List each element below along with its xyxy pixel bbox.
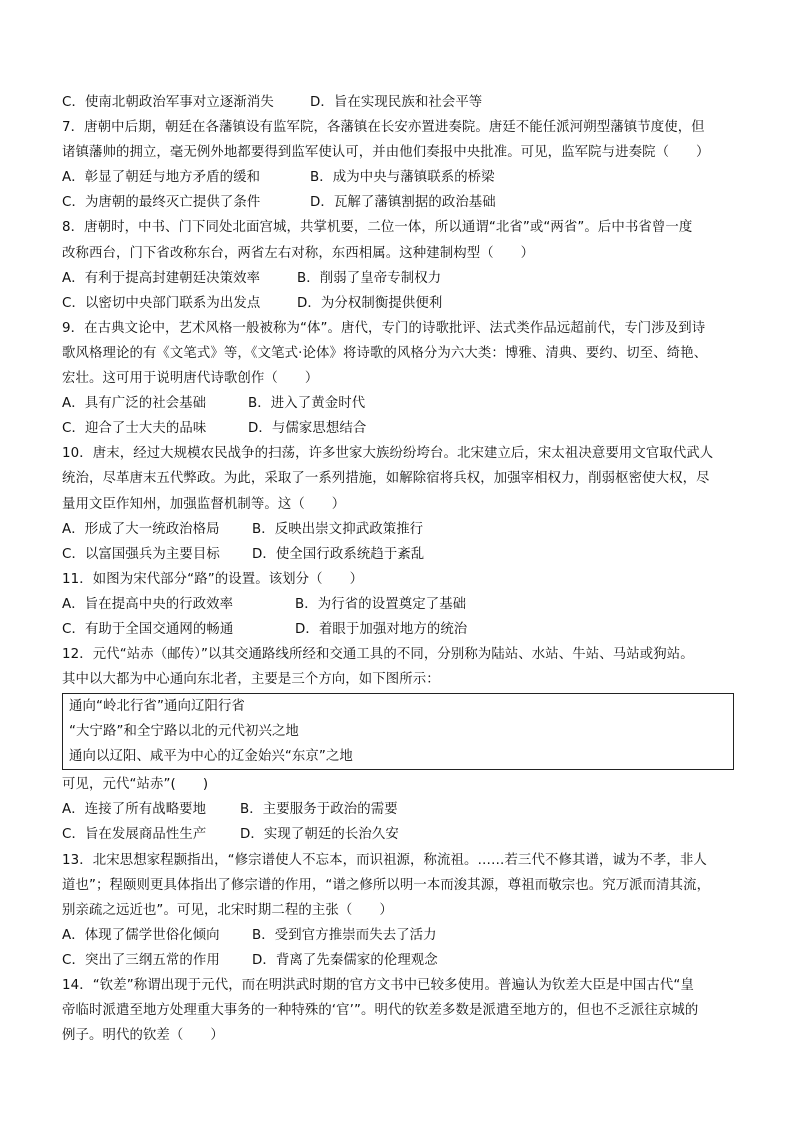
q9-stem-line: 9．在古典文论中，艺术风格一般被称为“体”。唐代，专门的诗歌批评、法式类作品远超前代，专门涉及到诗 [62,320,706,336]
q10-stem-line: 10．唐末，经过大规模农民战争的扫荡，许多世家大族纷纷垮台。北宋建立后，宋太祖决意要用文官取代武人 [62,446,714,462]
q9-options-row [62,416,734,441]
q13-option-a[interactable]: A．体现了儒学世俗化倾向 [62,927,220,943]
q8-options-row [62,291,734,316]
q11-stem-line: 11．如图为宋代部分“路”的设置。该划分（ ） [62,571,364,587]
q6-option-d[interactable]: D．旨在实现民族和社会平等 [310,95,483,110]
question-10 [62,441,734,566]
q12-option-d[interactable]: D．实现了朝廷的长治久安 [240,827,399,843]
q9-option-c[interactable]: C．迎合了士大夫的品味 [62,421,207,437]
q7-option-c[interactable]: C．为唐朝的最终灭亡提供了条件 [62,195,261,211]
q8-stem-line: 改称西台，门下省改称东台，两省左右对称，东西相属。这种建制构型（ ） [62,245,535,261]
q12-options-row [62,822,734,847]
q9-option-d[interactable]: D．与儒家思想结合 [248,421,367,437]
q13-option-d[interactable]: D．背离了先秦儒家的伦理观念 [252,952,438,968]
q12-route-line: “大宁路”和全宁路以北的元代初兴之地 [69,724,299,740]
q11-options-row [62,617,734,642]
q7-option-a[interactable]: A．彰显了朝廷与地方矛盾的缓和 [62,170,261,186]
q13-option-c[interactable]: C．突出了三纲五常的作用 [62,952,220,968]
q10-stem-line: 统治，尽革唐末五代弊政。为此，采取了一系列措施，如解除宿将兵权，加强宰相权力，削弱枢密使大权，尽 [62,471,710,487]
q9-stem-line: 歌风格理论的有《文笔式》等，《文笔式·论体》将诗歌的风格分为六大类：博雅、清典、要约、切至、绮艳、 [62,345,708,361]
q10-option-a[interactable]: A．形成了大一统政治格局 [62,521,220,537]
question-11 [62,567,734,642]
q8-stem-line: 8．唐朝时，中书、门下同处北面宫城，共掌机要，二位一体，所以通谓“北省”或“两省”。后中书省曾一度 [62,220,693,236]
q14-stem-line: 14．“钦差”称谓出现于元代，而在明洪武时期的官方文书中已较多使用。普遍认为钦差大臣是中国古代“皇 [62,978,694,993]
q12-route-line: 通向以辽阳、咸平为中心的辽金始兴“东京”之地 [69,749,353,765]
q12-route-box [62,693,734,770]
q7-options-row [62,190,734,215]
q10-option-c[interactable]: C．以富国强兵为主要目标 [62,546,220,562]
q7-option-b[interactable]: B．成为中央与藩镇联系的桥梁 [310,170,495,186]
q7-options-row [62,165,734,190]
q8-option-a[interactable]: A．有利于提高封建朝廷决策效率 [62,270,261,286]
q14-stem-line: 帝临时派遣至地方处理重大事务的一种特殊的‘官’”。明代的钦差多数是派遣至地方的，但也不乏派往京城的 [62,1003,699,1019]
q10-options-row [62,517,734,542]
q13-options-row [62,948,734,973]
q12-route-line: 通向“岭北行省”通向辽阳行省 [69,699,245,715]
q8-option-d[interactable]: D．为分权制衡提供便利 [297,295,443,311]
q13-stem-line: 道也”；程颐则更具体指出了修宗谱的作用，“谱之修所以明一本而浚其源，尊祖而敬宗也。究万派而清其流， [62,877,711,893]
q10-options-row [62,542,734,567]
q12-stem-line: 12．元代“站赤（邮传）”以其交通路线所经和交通工具的不同，分别称为陆站、水站、牛站、马站或狗站。 [62,647,694,663]
q11-option-b[interactable]: B．为行省的设置奠定了基础 [295,596,467,612]
q10-stem-line: 量用文臣作知州，加强监督机制等。这（ ） [62,496,346,512]
q11-option-c[interactable]: C．有助于全国交通网的畅通 [62,621,234,637]
question-7 [62,115,734,215]
q11-options-row [62,592,734,617]
q6-options-row [62,90,734,115]
q8-option-c[interactable]: C．以密切中央部门联系为出发点 [62,295,261,311]
q9-option-a[interactable]: A．具有广泛的社会基础 [62,396,207,412]
q12-option-c[interactable]: C．旨在发展商品性生产 [62,827,207,843]
q10-option-b[interactable]: B．反映出崇文抑武政策推行 [252,521,424,537]
q12-question-line: 可见，元代“站赤”( ) [62,777,209,793]
question-14 [62,973,734,1048]
q9-stem-line: 宏壮。这可用于说明唐代诗歌创作（ ） [62,371,319,387]
q10-option-d[interactable]: D．使全国行政系统趋于紊乱 [252,546,425,562]
q11-option-d[interactable]: D．着眼于加强对地方的统治 [295,621,468,637]
q7-stem-line: 7．唐朝中后期，朝廷在各藩镇设有监军院，各藩镇在长安亦置进奏院。唐廷不能任派河朔型藩镇节度使，但 [62,120,705,136]
exam-page [62,90,734,1048]
q9-options-row [62,391,734,416]
q13-stem-line: 13．北宋思想家程颢指出，“修宗谱使人不忘本，而识祖源，称流祖。……若三代不修其谱，诚为不孝，非人 [62,852,707,868]
question-8 [62,215,734,315]
q7-stem-line: 诸镇藩帅的拥立，毫无例外地都要得到监军使认可，并由他们奏报中央批准。可见，监军院与进奏院（ ） [62,145,710,161]
q7-option-d[interactable]: D．瓦解了藩镇割据的政治基础 [310,195,496,211]
q8-options-row [62,266,734,291]
question-9 [62,316,734,441]
q14-stem-line: 例子。明代的钦差（ ） [62,1028,224,1044]
q12-options-row [62,797,734,822]
q11-option-a[interactable]: A．旨在提高中央的行政效率 [62,596,234,612]
q12-option-b[interactable]: B．主要服务于政治的需要 [240,802,398,818]
q13-options-row [62,923,734,948]
q13-stem-line: 别亲疏之远近也”。可见，北宋时期二程的主张（ ） [62,902,393,918]
question-13 [62,848,734,973]
q13-option-b[interactable]: B．受到官方推崇而失去了活力 [252,927,437,943]
question-12 [62,642,734,847]
q12-stem-line: 其中以大都为中心通向东北者，主要是三个方向，如下图所示： [62,672,440,688]
q6-option-c[interactable]: C．使南北朝政治军事对立逐渐消失 [62,95,274,110]
q12-option-a[interactable]: A．连接了所有战略要地 [62,802,207,818]
q9-option-b[interactable]: B．进入了黄金时代 [248,396,366,412]
q8-option-b[interactable]: B．削弱了皇帝专制权力 [297,270,442,286]
